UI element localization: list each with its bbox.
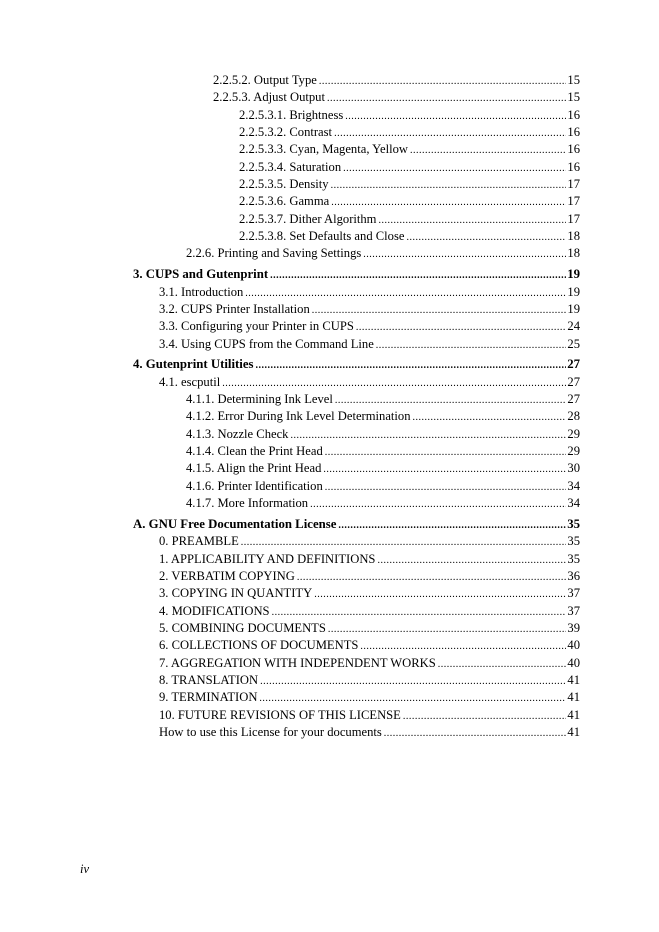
toc-entry-title: 2.2.5.3.3. Cyan, Magenta, Yellow — [239, 142, 408, 157]
toc-page-number: 29 — [567, 426, 580, 441]
toc-entry[interactable] — [239, 228, 580, 245]
toc-page-number: 27 — [567, 356, 580, 371]
toc-entry-title: A. GNU Free Documentation License — [133, 516, 337, 531]
toc-entry[interactable] — [239, 211, 580, 228]
toc-page-number: 35 — [567, 534, 580, 549]
toc-entry[interactable] — [186, 495, 580, 512]
toc-page-number: 40 — [567, 638, 580, 653]
toc-page-number: 40 — [567, 655, 580, 670]
toc-page-number: 17 — [567, 177, 580, 192]
toc-entry[interactable] — [159, 637, 580, 654]
toc-page-number: 37 — [567, 603, 580, 618]
toc-chapter-entry[interactable] — [133, 515, 580, 534]
toc-page-number: 16 — [567, 159, 580, 174]
toc-leader-dots — [345, 108, 566, 125]
toc-entry[interactable] — [213, 72, 580, 89]
toc-entry[interactable] — [159, 672, 580, 689]
toc-entry[interactable] — [239, 107, 580, 124]
toc-page-number: 18 — [567, 246, 580, 261]
toc-entry-title: 4.1.1. Determining Ink Level — [186, 392, 333, 407]
toc-entry-title: 2.2.5.3.8. Set Defaults and Close — [239, 229, 405, 244]
toc-entry[interactable] — [159, 568, 580, 585]
toc-page-number: 17 — [567, 194, 580, 209]
toc-leader-dots — [378, 212, 566, 229]
toc-entry[interactable] — [213, 89, 580, 106]
toc-leader-dots — [403, 708, 567, 725]
toc-leader-dots — [413, 409, 567, 426]
toc-leader-dots — [410, 142, 566, 159]
toc-entry[interactable] — [186, 245, 580, 262]
toc-entry-title: 4.1.5. Align the Print Head — [186, 461, 322, 476]
toc-entry-title: 2.2.6. Printing and Saving Settings — [186, 246, 362, 261]
toc-entry[interactable] — [159, 318, 580, 335]
toc-entry-title: 10. FUTURE REVISIONS OF THIS LICENSE — [159, 707, 401, 722]
toc-page-number: 19 — [567, 301, 580, 316]
toc-entry-title: 2.2.5.3.2. Contrast — [239, 125, 333, 140]
toc-entry[interactable] — [186, 391, 580, 408]
toc-leader-dots — [438, 656, 567, 673]
toc-leader-dots — [356, 319, 567, 336]
toc-entry-title: 3.4. Using CUPS from the Command Line — [159, 336, 374, 351]
toc-page-number: 24 — [567, 319, 580, 334]
toc-entry-title: 2.2.5.2. Output Type — [213, 73, 317, 87]
toc-leader-dots — [384, 725, 567, 742]
toc-page-number: 16 — [567, 125, 580, 140]
toc-leader-dots — [335, 392, 567, 409]
toc-leader-dots — [334, 125, 566, 142]
toc-entry-title: 2.2.5.3.6. Gamma — [239, 194, 330, 209]
toc-entry[interactable] — [239, 141, 580, 158]
toc-leader-dots — [259, 690, 566, 707]
toc-entry[interactable] — [159, 724, 580, 741]
page-number: iv — [80, 862, 90, 876]
toc-entry-title: 6. COLLECTIONS OF DOCUMENTS — [159, 638, 359, 653]
toc-leader-dots — [325, 479, 567, 496]
toc-page-number: 19 — [567, 284, 580, 299]
toc-leader-dots — [343, 160, 566, 177]
toc-leader-dots — [323, 461, 566, 478]
toc-page-number: 36 — [567, 568, 580, 583]
toc-entry-title: 2.2.5.3.7. Dither Algorithm — [239, 211, 377, 226]
toc-page-number: 15 — [567, 73, 580, 87]
toc-leader-dots — [310, 496, 566, 513]
toc-entry[interactable] — [186, 408, 580, 425]
toc-page-number: 41 — [567, 673, 580, 688]
toc-entry-title: 1. APPLICABILITY AND DEFINITIONS — [159, 551, 376, 566]
toc-page-number: 30 — [567, 461, 580, 476]
toc-leader-dots — [319, 73, 567, 90]
toc-leader-dots — [325, 444, 567, 461]
toc-page-number: 35 — [567, 516, 580, 531]
toc-entry-title: 2.2.5.3.1. Brightness — [239, 107, 344, 122]
toc-chapter-entry[interactable] — [133, 355, 580, 374]
table-of-contents — [0, 72, 659, 741]
toc-entry[interactable] — [159, 301, 580, 318]
toc-page-number: 25 — [567, 336, 580, 351]
toc-entry[interactable] — [159, 620, 580, 637]
toc-entry-title: 7. AGGREGATION WITH INDEPENDENT WORKS — [159, 655, 436, 670]
toc-page-number: 28 — [567, 409, 580, 424]
toc-entry[interactable] — [159, 585, 580, 602]
toc-leader-dots — [406, 229, 566, 246]
toc-entry-title: 2.2.5.3.5. Density — [239, 177, 329, 192]
toc-entry-title: 9. TERMINATION — [159, 690, 258, 705]
toc-page-number: 27 — [567, 374, 580, 389]
toc-entry[interactable] — [239, 193, 580, 210]
toc-leader-dots — [360, 638, 566, 655]
toc-entry-title: 8. TRANSLATION — [159, 673, 259, 688]
toc-leader-dots — [260, 673, 566, 690]
toc-entry[interactable] — [159, 707, 580, 724]
toc-page-number: 29 — [567, 444, 580, 459]
toc-entry-title: 4.1.6. Printer Identification — [186, 478, 323, 493]
toc-entry[interactable] — [186, 478, 580, 495]
toc-entry-title: 2.2.5.3. Adjust Output — [213, 90, 325, 105]
toc-leader-dots — [331, 194, 566, 211]
toc-entry[interactable] — [239, 124, 580, 141]
toc-entry[interactable] — [186, 443, 580, 460]
toc-page-number: 27 — [567, 392, 580, 407]
toc-entry[interactable] — [159, 551, 580, 568]
toc-entry[interactable] — [159, 655, 580, 672]
toc-leader-dots — [312, 302, 567, 319]
toc-leader-dots — [377, 552, 566, 569]
toc-leader-dots — [297, 569, 567, 586]
toc-entry-title: 3. CUPS and Gutenprint — [133, 266, 269, 281]
toc-page-number: 34 — [567, 496, 580, 511]
toc-entry-title: 4. Gutenprint Utilities — [133, 356, 254, 371]
toc-entry-title: 3. COPYING IN QUANTITY — [159, 586, 313, 601]
toc-page-number: 39 — [567, 621, 580, 636]
toc-chapter-entry[interactable] — [133, 265, 580, 284]
toc-entry[interactable] — [159, 336, 580, 353]
toc-leader-dots — [245, 285, 566, 302]
toc-entry-title: 0. PREAMBLE — [159, 534, 239, 549]
toc-page-number: 18 — [567, 229, 580, 244]
toc-page-number: 34 — [567, 478, 580, 493]
toc-leader-dots — [363, 246, 566, 263]
toc-page-number: 41 — [567, 725, 580, 740]
toc-leader-dots — [222, 375, 566, 392]
toc-entry-title: 4.1. escputil — [159, 374, 221, 389]
toc-entry[interactable] — [159, 603, 580, 620]
toc-page-number: 41 — [567, 707, 580, 722]
toc-entry[interactable] — [159, 533, 580, 550]
toc-page-number: 16 — [567, 142, 580, 157]
toc-page-number: 41 — [567, 690, 580, 705]
toc-entry-title: 4.1.3. Nozzle Check — [186, 426, 289, 441]
toc-leader-dots — [327, 90, 566, 107]
toc-page-number: 37 — [567, 586, 580, 601]
toc-entry-title: 3.3. Configuring your Printer in CUPS — [159, 319, 354, 334]
toc-page-number: 17 — [567, 211, 580, 226]
toc-page-number: 16 — [567, 107, 580, 122]
toc-entry[interactable] — [159, 284, 580, 301]
toc-entry[interactable] — [186, 460, 580, 477]
toc-entry-title: 4.1.7. More Information — [186, 496, 309, 511]
toc-leader-dots — [314, 586, 566, 603]
toc-entry[interactable] — [159, 374, 580, 391]
toc-leader-dots — [272, 604, 567, 621]
toc-entry-title: 2.2.5.3.4. Saturation — [239, 159, 342, 174]
toc-entry[interactable] — [239, 159, 580, 176]
toc-entry-title: 3.2. CUPS Printer Installation — [159, 301, 310, 316]
toc-leader-dots — [241, 534, 567, 551]
toc-entry-title: 4.1.4. Clean the Print Head — [186, 444, 323, 459]
toc-leader-dots — [290, 427, 566, 444]
toc-entry-title: 3.1. Introduction — [159, 284, 244, 299]
toc-page-number: 15 — [567, 90, 580, 105]
toc-entry[interactable] — [186, 426, 580, 443]
toc-entry-title: 4.1.2. Error During Ink Level Determination — [186, 409, 411, 424]
toc-entry-title: How to use this License for your documents — [159, 725, 382, 740]
toc-leader-dots — [331, 177, 567, 194]
toc-entry-title: 2. VERBATIM COPYING — [159, 568, 295, 583]
toc-page-number: 19 — [567, 266, 580, 281]
toc-entry-title: 4. MODIFICATIONS — [159, 603, 270, 618]
toc-leader-dots — [328, 621, 567, 638]
toc-leader-dots — [376, 337, 567, 354]
toc-entry-title: 5. COMBINING DOCUMENTS — [159, 621, 326, 636]
toc-entry[interactable] — [239, 176, 580, 193]
toc-entry[interactable] — [159, 689, 580, 706]
toc-page-number: 35 — [567, 551, 580, 566]
